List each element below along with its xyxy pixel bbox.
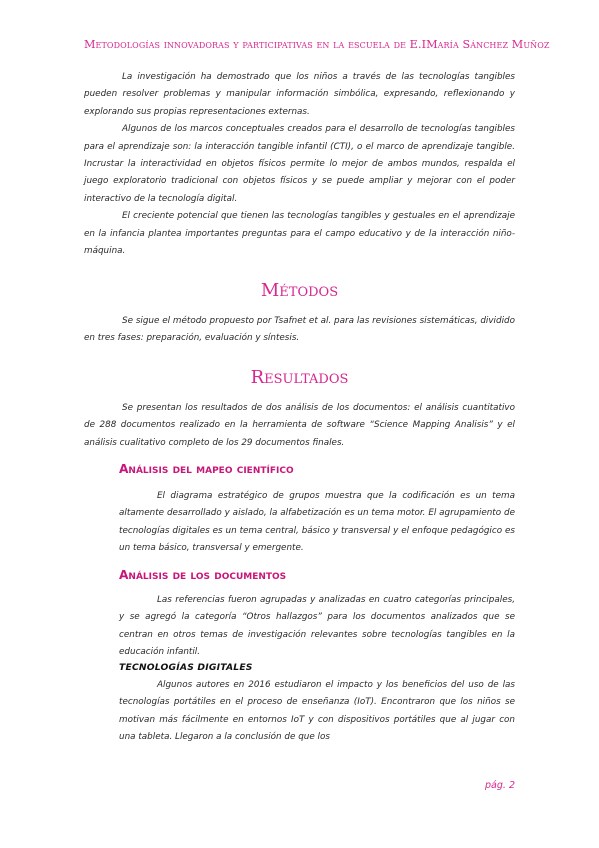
heading-mapeo: Análisis del mapeo científico	[119, 462, 294, 476]
resultados-section	[84, 400, 515, 452]
page-number: pág. 2	[485, 780, 515, 791]
resultados-paragraph: Se presentan los resultados de dos análisis de los documentos: el análisis cuantitativo de 288 documentos realizado en la herramienta de software “Science Mapping Analisis” y el análisis cualitativo completo de los 29 documentos finales.	[84, 403, 515, 448]
heading-documentos: Análisis de los documentos	[119, 568, 287, 582]
intro-paragraph: La investigación ha demostrado que los niños a través de las tecnologías tangibles pueden resolver problemas y manipular información simbólica, expresando, reflexionando y explorando sus propias representaciones externas.	[84, 72, 515, 117]
metodos-paragraph: Se sigue el método propuesto por Tsafnet et al. para las revisiones sistemáticas, dividido en tres fases: preparación, evaluación y síntesis.	[84, 316, 515, 344]
digitales-section	[119, 677, 515, 747]
heading-resultados: Resultados	[250, 367, 349, 388]
header-title: Metodologías innovadoras y participativas en la escuela de E.I	[84, 38, 427, 51]
documentos-paragraph: Las referencias fueron agrupadas y analizadas en cuatro categorías principales, y se agregó la categoría “Otros hallazgos” para los documentos analizados que se centran en otros temas de investigación relevantes sobre tecnologías tangibles en la educación infantil.	[119, 595, 515, 658]
intro-paragraph: Algunos de los marcos conceptuales creados para el desarrollo de tecnologías tangibles para el aprendizaje son: la interacción tangible infantil (CTI), o el marco de aprendizaje tangible. Incrustar la interactividad en objetos físicos permite lo mejor de ambos mundos, respalda el juego exploratorio tradicional con objetos físicos y se puede ampliar y mejorar con el poder interactivo de la tecnología digital.	[84, 124, 515, 204]
metodos-section	[84, 313, 515, 348]
heading-tecnologias-digitales: TECNOLOGÍAS DIGITALES	[119, 662, 253, 673]
digitales-paragraph: Algunos autores en 2016 estudiaron el impacto y los beneficios del uso de las tecnologías portátiles en el proceso de enseñanza (IoT). Encontraron que los niños se motivan más fácilmente en entornos IoT y con dispositivos portátiles que al jugar con una tableta. Llegaron a la conclusión de que los	[119, 680, 515, 743]
mapeo-section	[119, 488, 515, 558]
mapeo-paragraph: El diagrama estratégico de grupos muestra que la codificación es un tema altamente desarrollado y aislado, la alfabetización es un tema motor. El agrupamiento de tecnologías digitales es un tema central, básico y transversal y el enfoque pedagógico es un tema básico, transversal y emergente.	[119, 491, 515, 554]
documentos-section	[119, 592, 515, 662]
header-author: María Sánchez Muñoz	[426, 38, 550, 51]
heading-metodos: Métodos	[260, 280, 339, 301]
intro-section	[84, 69, 515, 260]
intro-paragraph: El creciente potencial que tienen las tecnologías tangibles y gestuales en el aprendizaje en la infancia plantea importantes preguntas para el campo educativo y de la interacción niño-máquina.	[84, 211, 515, 257]
running-header	[84, 38, 550, 51]
